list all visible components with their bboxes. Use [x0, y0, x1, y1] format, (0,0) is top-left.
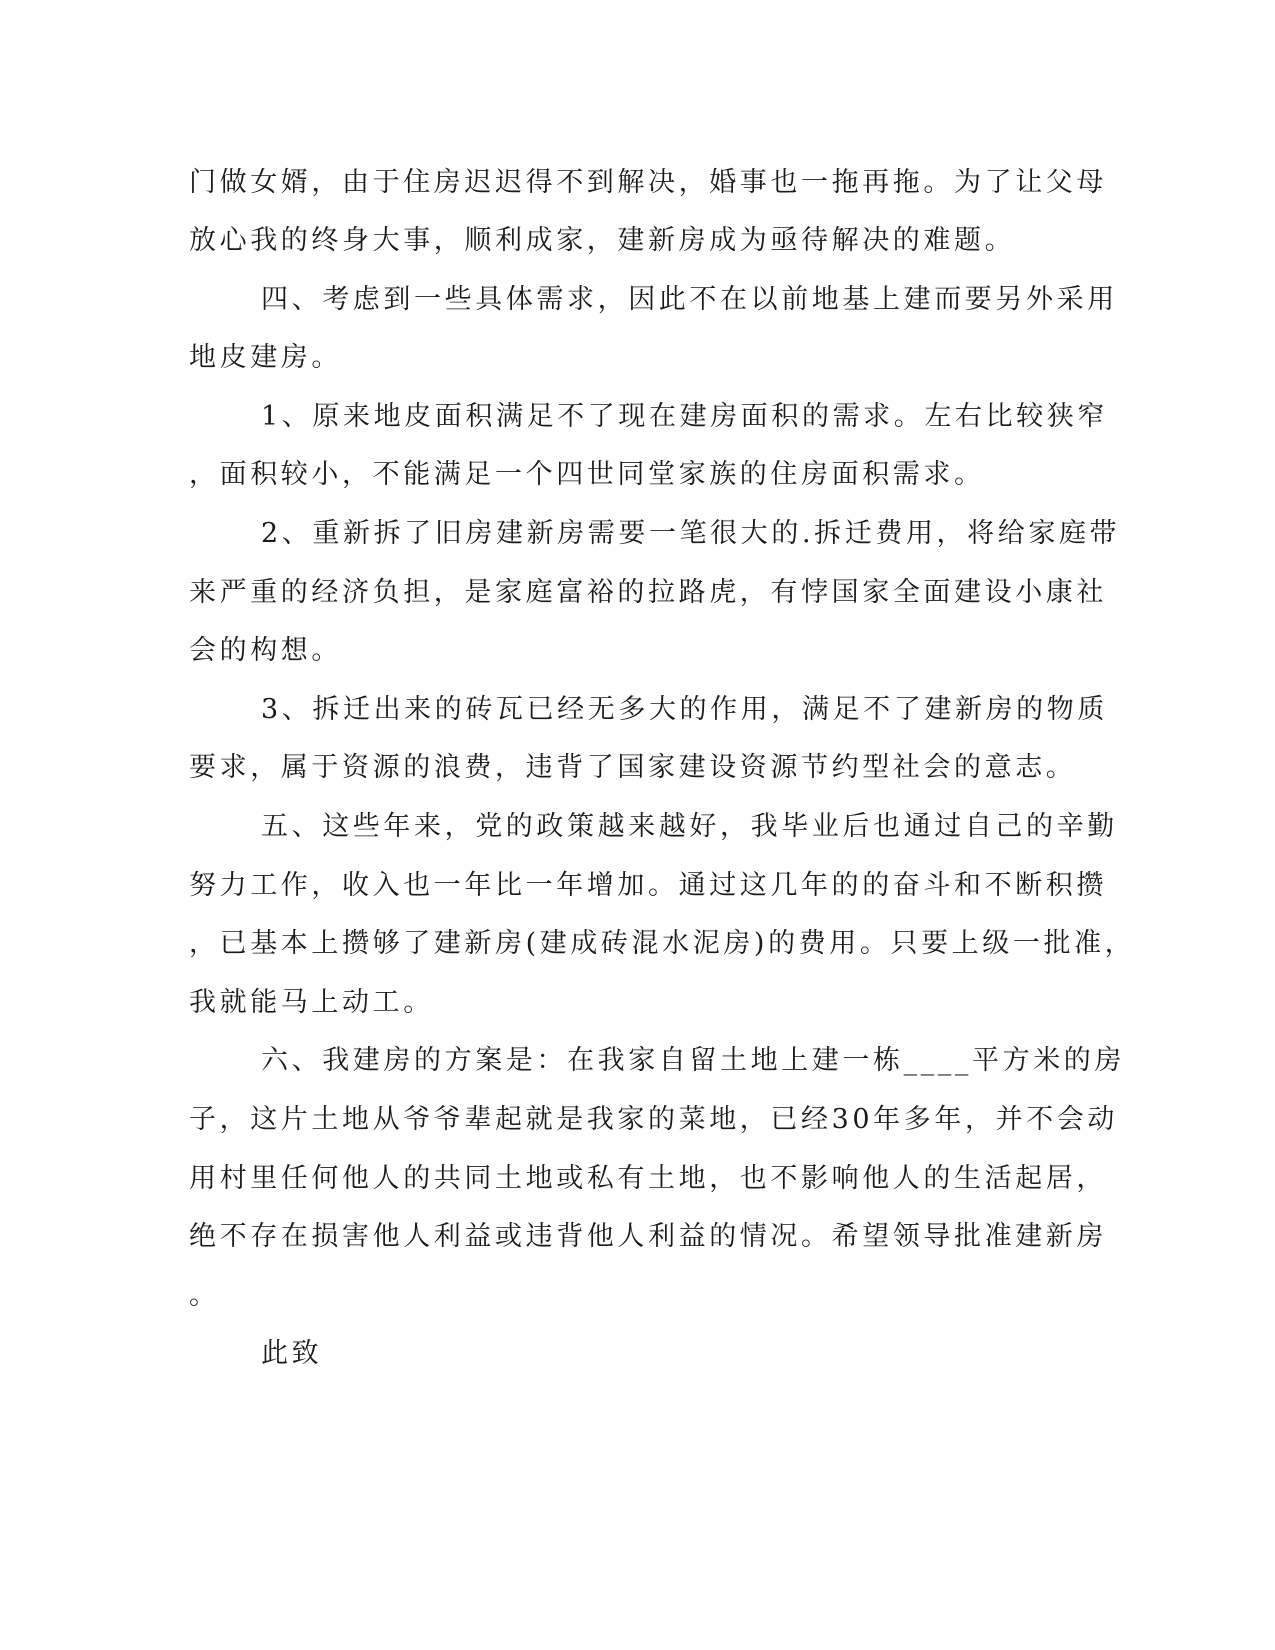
paragraph-5-start: 五、这些年来，党的政策越来越好，我毕业后也通过自己的辛勤 — [261, 811, 1118, 842]
text-line: 地皮建房。 — [189, 342, 342, 373]
text-line: 用村里任何他人的共同土地或私有土地，也不影响他人的生活起居， — [189, 1163, 1107, 1194]
text-line: 。 — [189, 1280, 220, 1311]
text-line: 来严重的经济负担，是家庭富裕的拉路虎，有悖国家全面建设小康社 — [189, 577, 1107, 608]
item-1-start: 1、原来地皮面积满足不了现在建房面积的需求。左右比较狭窄 — [261, 401, 1108, 432]
text-line: 会的构想。 — [189, 635, 342, 666]
text-line: 子，这片土地从爷爷辈起就是我家的菜地，已经30年多年，并不会动 — [189, 1104, 1118, 1135]
text-line: 要求，属于资源的浪费，违背了国家建设资源节约型社会的意志。 — [189, 752, 1077, 783]
text-line: 放心我的终身大事，顺利成家，建新房成为亟待解决的难题。 — [189, 225, 1016, 256]
text-line: 努力工作，收入也一年比一年增加。通过这几年的的奋斗和不断积攒 — [189, 870, 1107, 901]
closing-salutation: 此致 — [261, 1338, 323, 1369]
text-line: 绝不存在损害他人利益或违背他人利益的情况。希望领导批准建新房 — [189, 1221, 1107, 1252]
text-line: ，已基本上攒够了建新房(建成砖混水泥房)的费用。只要上级一批准， — [189, 928, 1136, 959]
paragraph-4-start: 四、考虑到一些具体需求，因此不在以前地基上建而要另外采用 — [261, 284, 1118, 315]
text-line: 我就能马上动工。 — [189, 987, 434, 1018]
paragraph-6-start: 六、我建房的方案是：在我家自留土地上建一栋____平方米的房 — [261, 1045, 1125, 1076]
text-line: ，面积较小，不能满足一个四世同堂家族的住房面积需求。 — [189, 459, 985, 490]
item-3-start: 3、拆迁出来的砖瓦已经无多大的作用，满足不了建新房的物质 — [261, 694, 1108, 725]
item-2-start: 2、重新拆了旧房建新房需要一笔很大的.拆迁费用，将给家庭带 — [261, 518, 1121, 549]
text-line: 门做女婿，由于住房迟迟得不到解决，婚事也一拖再拖。为了让父母 — [189, 167, 1107, 198]
